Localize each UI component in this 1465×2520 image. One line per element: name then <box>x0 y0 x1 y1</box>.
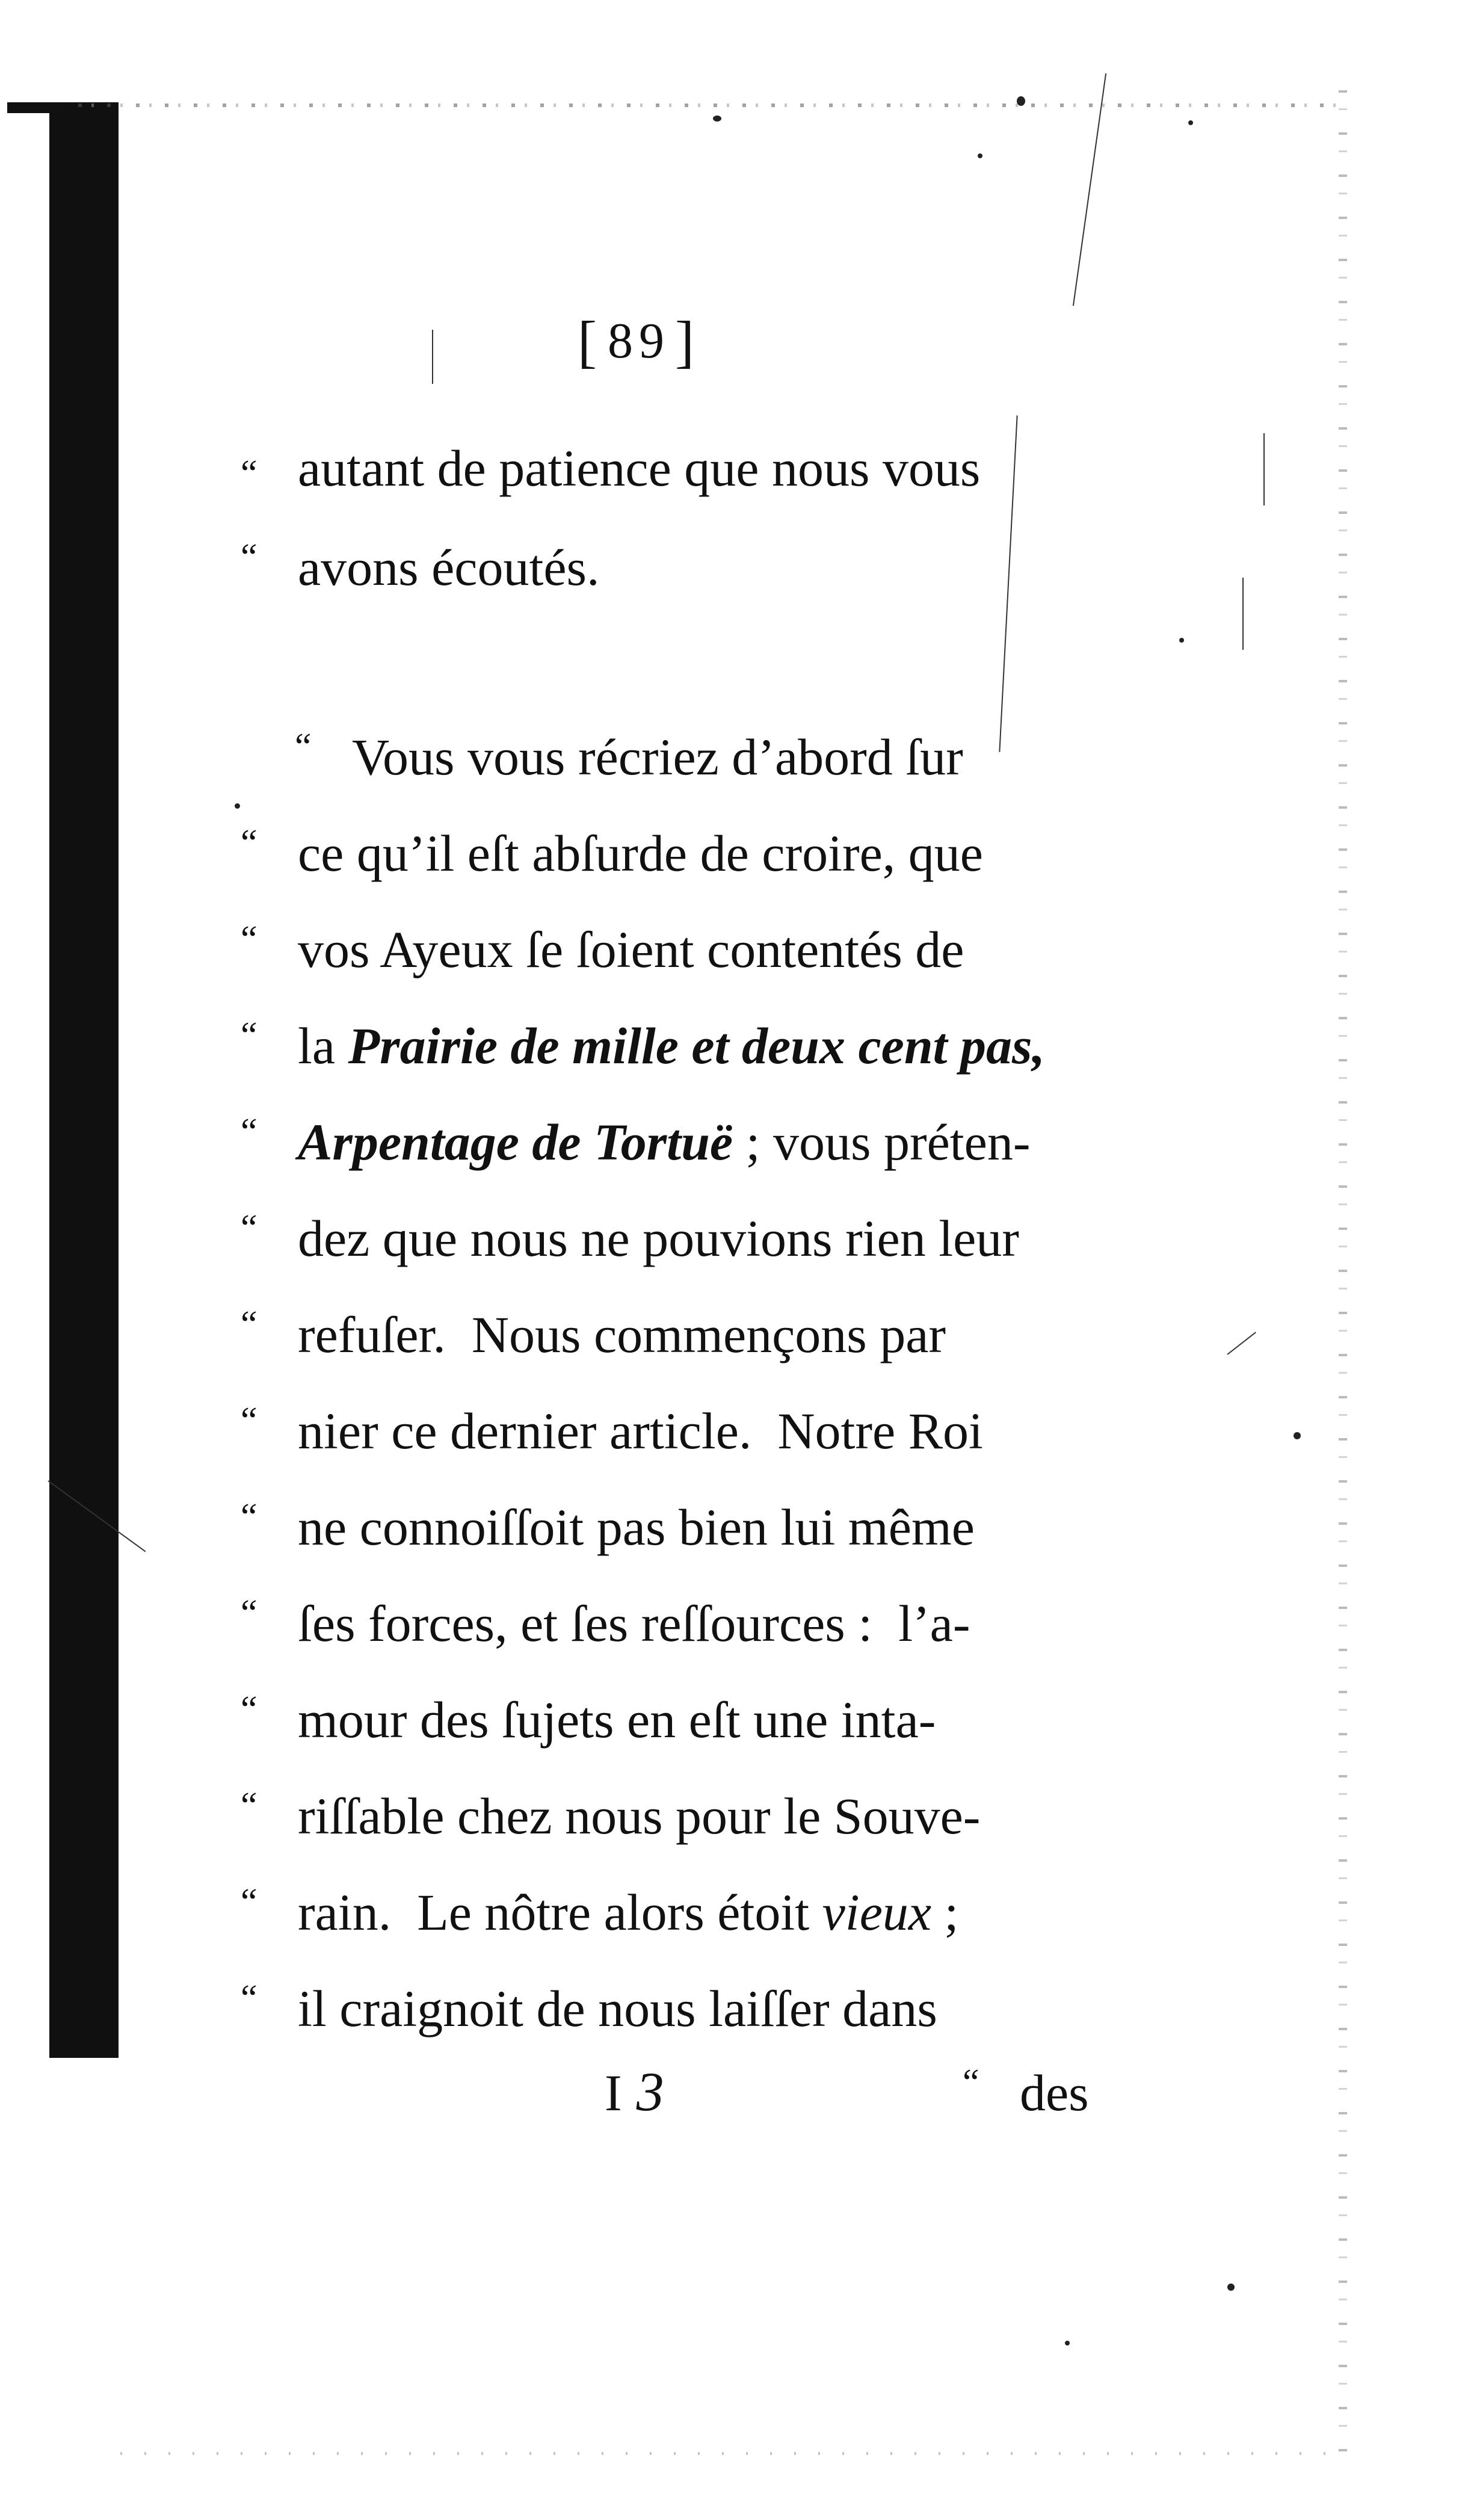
quote-mark: “ <box>241 1400 258 1441</box>
scratch-line <box>1242 578 1244 650</box>
quote-mark: “ <box>295 726 312 767</box>
line-text: ne connoiſſoit pas bien lui même <box>298 1498 975 1556</box>
page-header <box>578 309 700 374</box>
ink-speck <box>1065 2341 1070 2346</box>
scratch-line <box>432 330 433 384</box>
line-text: refuſer. Nous commençons par <box>298 1306 946 1363</box>
text-line-4 <box>241 823 1125 882</box>
line-text-suffix: ; vous préten- <box>733 1113 1031 1171</box>
text-line-2 <box>241 537 1125 596</box>
line-text: autant de patience que nous vous <box>298 439 981 497</box>
line-text-italic: Prairie de mille et deux cent pas, <box>348 1017 1046 1075</box>
signature-mark <box>605 2061 679 2122</box>
text-line-1 <box>241 439 1125 497</box>
quote-mark: “ <box>241 1689 258 1730</box>
ink-speck <box>235 803 240 809</box>
ink-speck <box>1017 96 1025 106</box>
quote-mark: “ <box>241 823 258 863</box>
line-text: avons écoutés. <box>298 539 600 596</box>
text-line-5 <box>241 919 1125 978</box>
top-page-edge <box>78 103 1342 107</box>
text-line-10 <box>241 1400 1125 1460</box>
bottom-page-edge <box>120 2452 1336 2455</box>
text-line-6 <box>241 1015 1125 1075</box>
line-text: dez que nous ne pouvions rien leur <box>298 1209 1019 1267</box>
line-text: riſſable chez nous pour le Souve- <box>298 1787 981 1845</box>
line-text: Vous vous récriez d’abord ſur <box>352 728 963 786</box>
line-text: il craignoit de nous laiſſer dans <box>298 1980 937 2037</box>
quote-mark: “ <box>241 453 258 494</box>
ink-speck <box>1227 2284 1235 2291</box>
page-number: 89 <box>607 313 670 369</box>
header-close-bracket: ] <box>674 309 700 374</box>
ink-speck <box>1188 120 1193 125</box>
header-open-bracket: [ <box>578 309 603 374</box>
text-line-9 <box>241 1304 1125 1363</box>
quote-mark: “ <box>241 1111 258 1152</box>
quote-mark: “ <box>241 1978 258 2019</box>
ink-speck <box>713 116 721 122</box>
catchword-text: des <box>1020 2064 1089 2122</box>
line-text: nier ce dernier article. Notre Roi <box>298 1402 983 1460</box>
text-line-16 <box>241 1978 1125 2037</box>
text-line-3 <box>295 726 1125 786</box>
scratch-line <box>1263 433 1265 505</box>
line-text-suffix: ; <box>931 1883 959 1941</box>
binding-shadow <box>49 102 119 2058</box>
line-text: ce qu’il eſt abſurde de croire, que <box>298 824 983 882</box>
quote-mark: “ <box>241 1015 258 1056</box>
quote-mark: “ <box>241 1208 258 1249</box>
right-page-edge <box>1339 90 1347 2467</box>
signature-letter: I <box>605 2064 637 2122</box>
line-text: vos Ayeux ſe ſoient contentés de <box>298 921 964 978</box>
signature-number: 3 <box>636 2061 679 2122</box>
line-text-prefix: rain. Le nôtre alors étoit <box>298 1883 822 1941</box>
quote-mark: “ <box>241 1304 258 1345</box>
line-text: ſes forces, et ſes reſſources : l’a- <box>298 1595 970 1652</box>
text-line-15 <box>241 1882 1125 1941</box>
scratch-line <box>1073 73 1106 306</box>
text-line-8 <box>241 1208 1125 1267</box>
line-text-italic: Arpentage de Tortuë <box>298 1113 733 1171</box>
catchword <box>963 2062 1089 2122</box>
ink-speck <box>1179 638 1184 643</box>
ink-speck <box>978 153 982 158</box>
quote-mark: “ <box>241 1785 258 1826</box>
text-line-7 <box>241 1111 1125 1171</box>
quote-mark: “ <box>241 919 258 960</box>
quote-mark: “ <box>241 1496 258 1537</box>
text-line-13 <box>241 1689 1125 1749</box>
line-text: mour des ſujets en eſt une inta- <box>298 1691 936 1749</box>
scratch-line <box>1227 1332 1256 1355</box>
quote-mark: “ <box>241 1882 258 1922</box>
quote-mark: “ <box>963 2062 979 2103</box>
quote-mark: “ <box>241 537 258 578</box>
quote-mark: “ <box>241 1593 258 1634</box>
ink-speck <box>1294 1432 1301 1439</box>
text-line-14 <box>241 1785 1125 1845</box>
text-line-12 <box>241 1593 1125 1652</box>
line-text-prefix: la <box>298 1017 348 1075</box>
text-line-11 <box>241 1496 1125 1556</box>
line-text-italic: vieux <box>822 1883 932 1941</box>
